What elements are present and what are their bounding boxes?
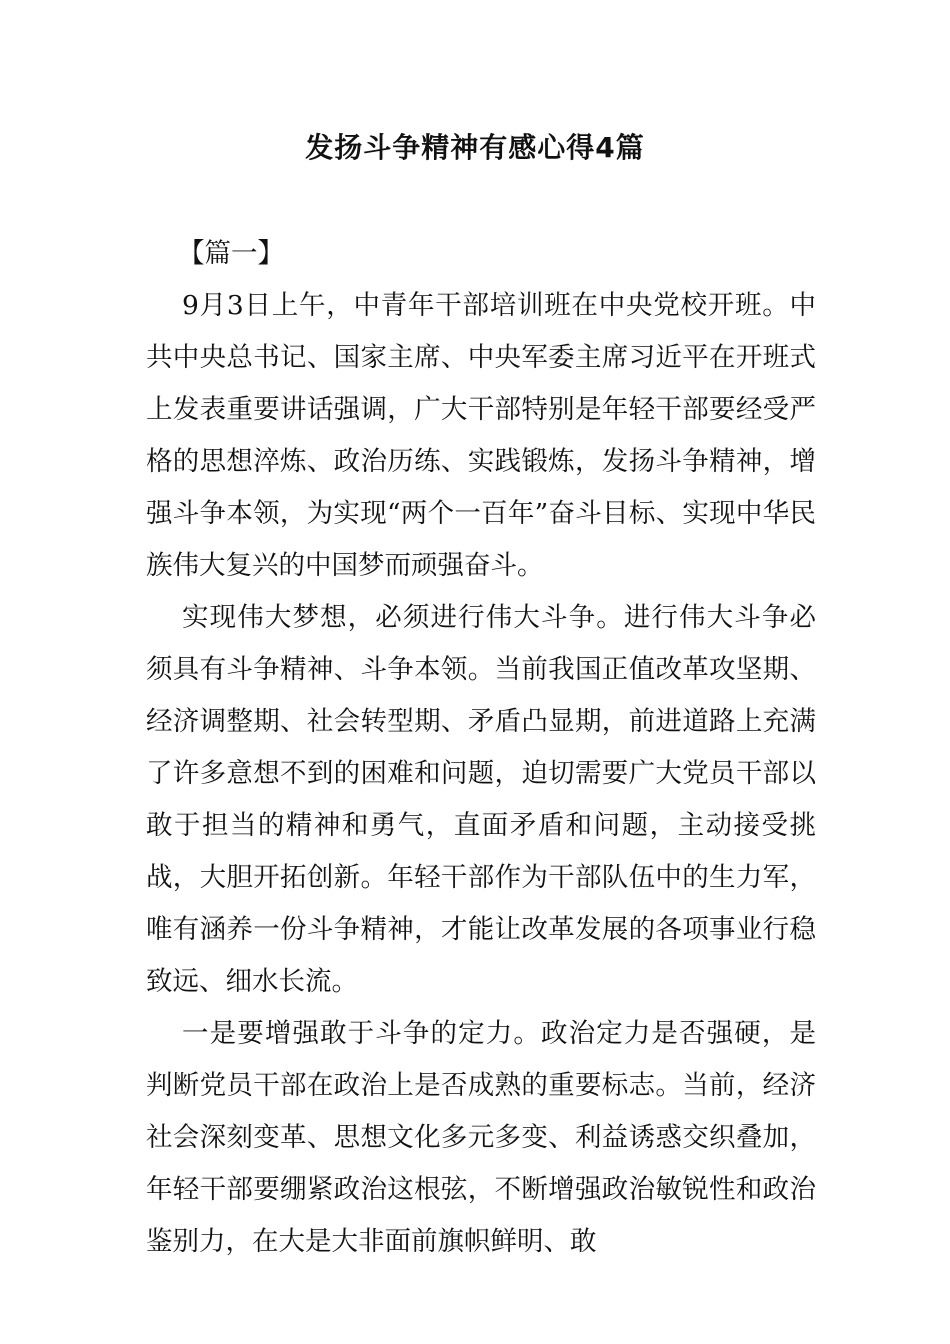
paragraph-3: 一是要增强敢于斗争的定力。政治定力是否强硬，是判断党员干部在政治上是否成熟的重要标志。当前，经济社会深刻变革、思想文化多元多变、利益诱惑交织叠加，年轻干部要绷紧政治这根弦，不断增强政治敏锐性和政治鉴别力，在大是大非面前旗帜鲜明、敢 bbox=[146, 1018, 816, 1257]
document-body bbox=[146, 228, 816, 1268]
paragraph-1: 9月3日上午，中青年干部培训班在中央党校开班。中共中央总书记、国家主席、中央军委主席习近平在开班式上发表重要讲话强调，广大干部特别是年轻干部要经受严格的思想淬炼、政治历练、实践锻炼，发扬斗争精神，增强斗争本领，为实现“两个一百年”奋斗目标、实现中华民族伟大复兴的中国梦而顽强奋斗。 bbox=[146, 290, 816, 581]
document-title: 发扬斗争精神有感心得4篇 bbox=[305, 131, 645, 164]
section-label: 【篇一】 bbox=[178, 238, 284, 269]
paragraph-2: 实现伟大梦想，必须进行伟大斗争。进行伟大斗争必须具有斗争精神、斗争本领。当前我国正值改革攻坚期、经济调整期、社会转型期、矛盾凸显期，前进道路上充满了许多意想不到的困难和问题，迫切需要广大党员干部以敢于担当的精神和勇气，直面矛盾和问题，主动接受挑战，大胆开拓创新。年轻干部作为干部队伍中的生力军，唯有涵养一份斗争精神，才能让改革发展的各项事业行稳致远、细水长流。 bbox=[146, 602, 816, 997]
